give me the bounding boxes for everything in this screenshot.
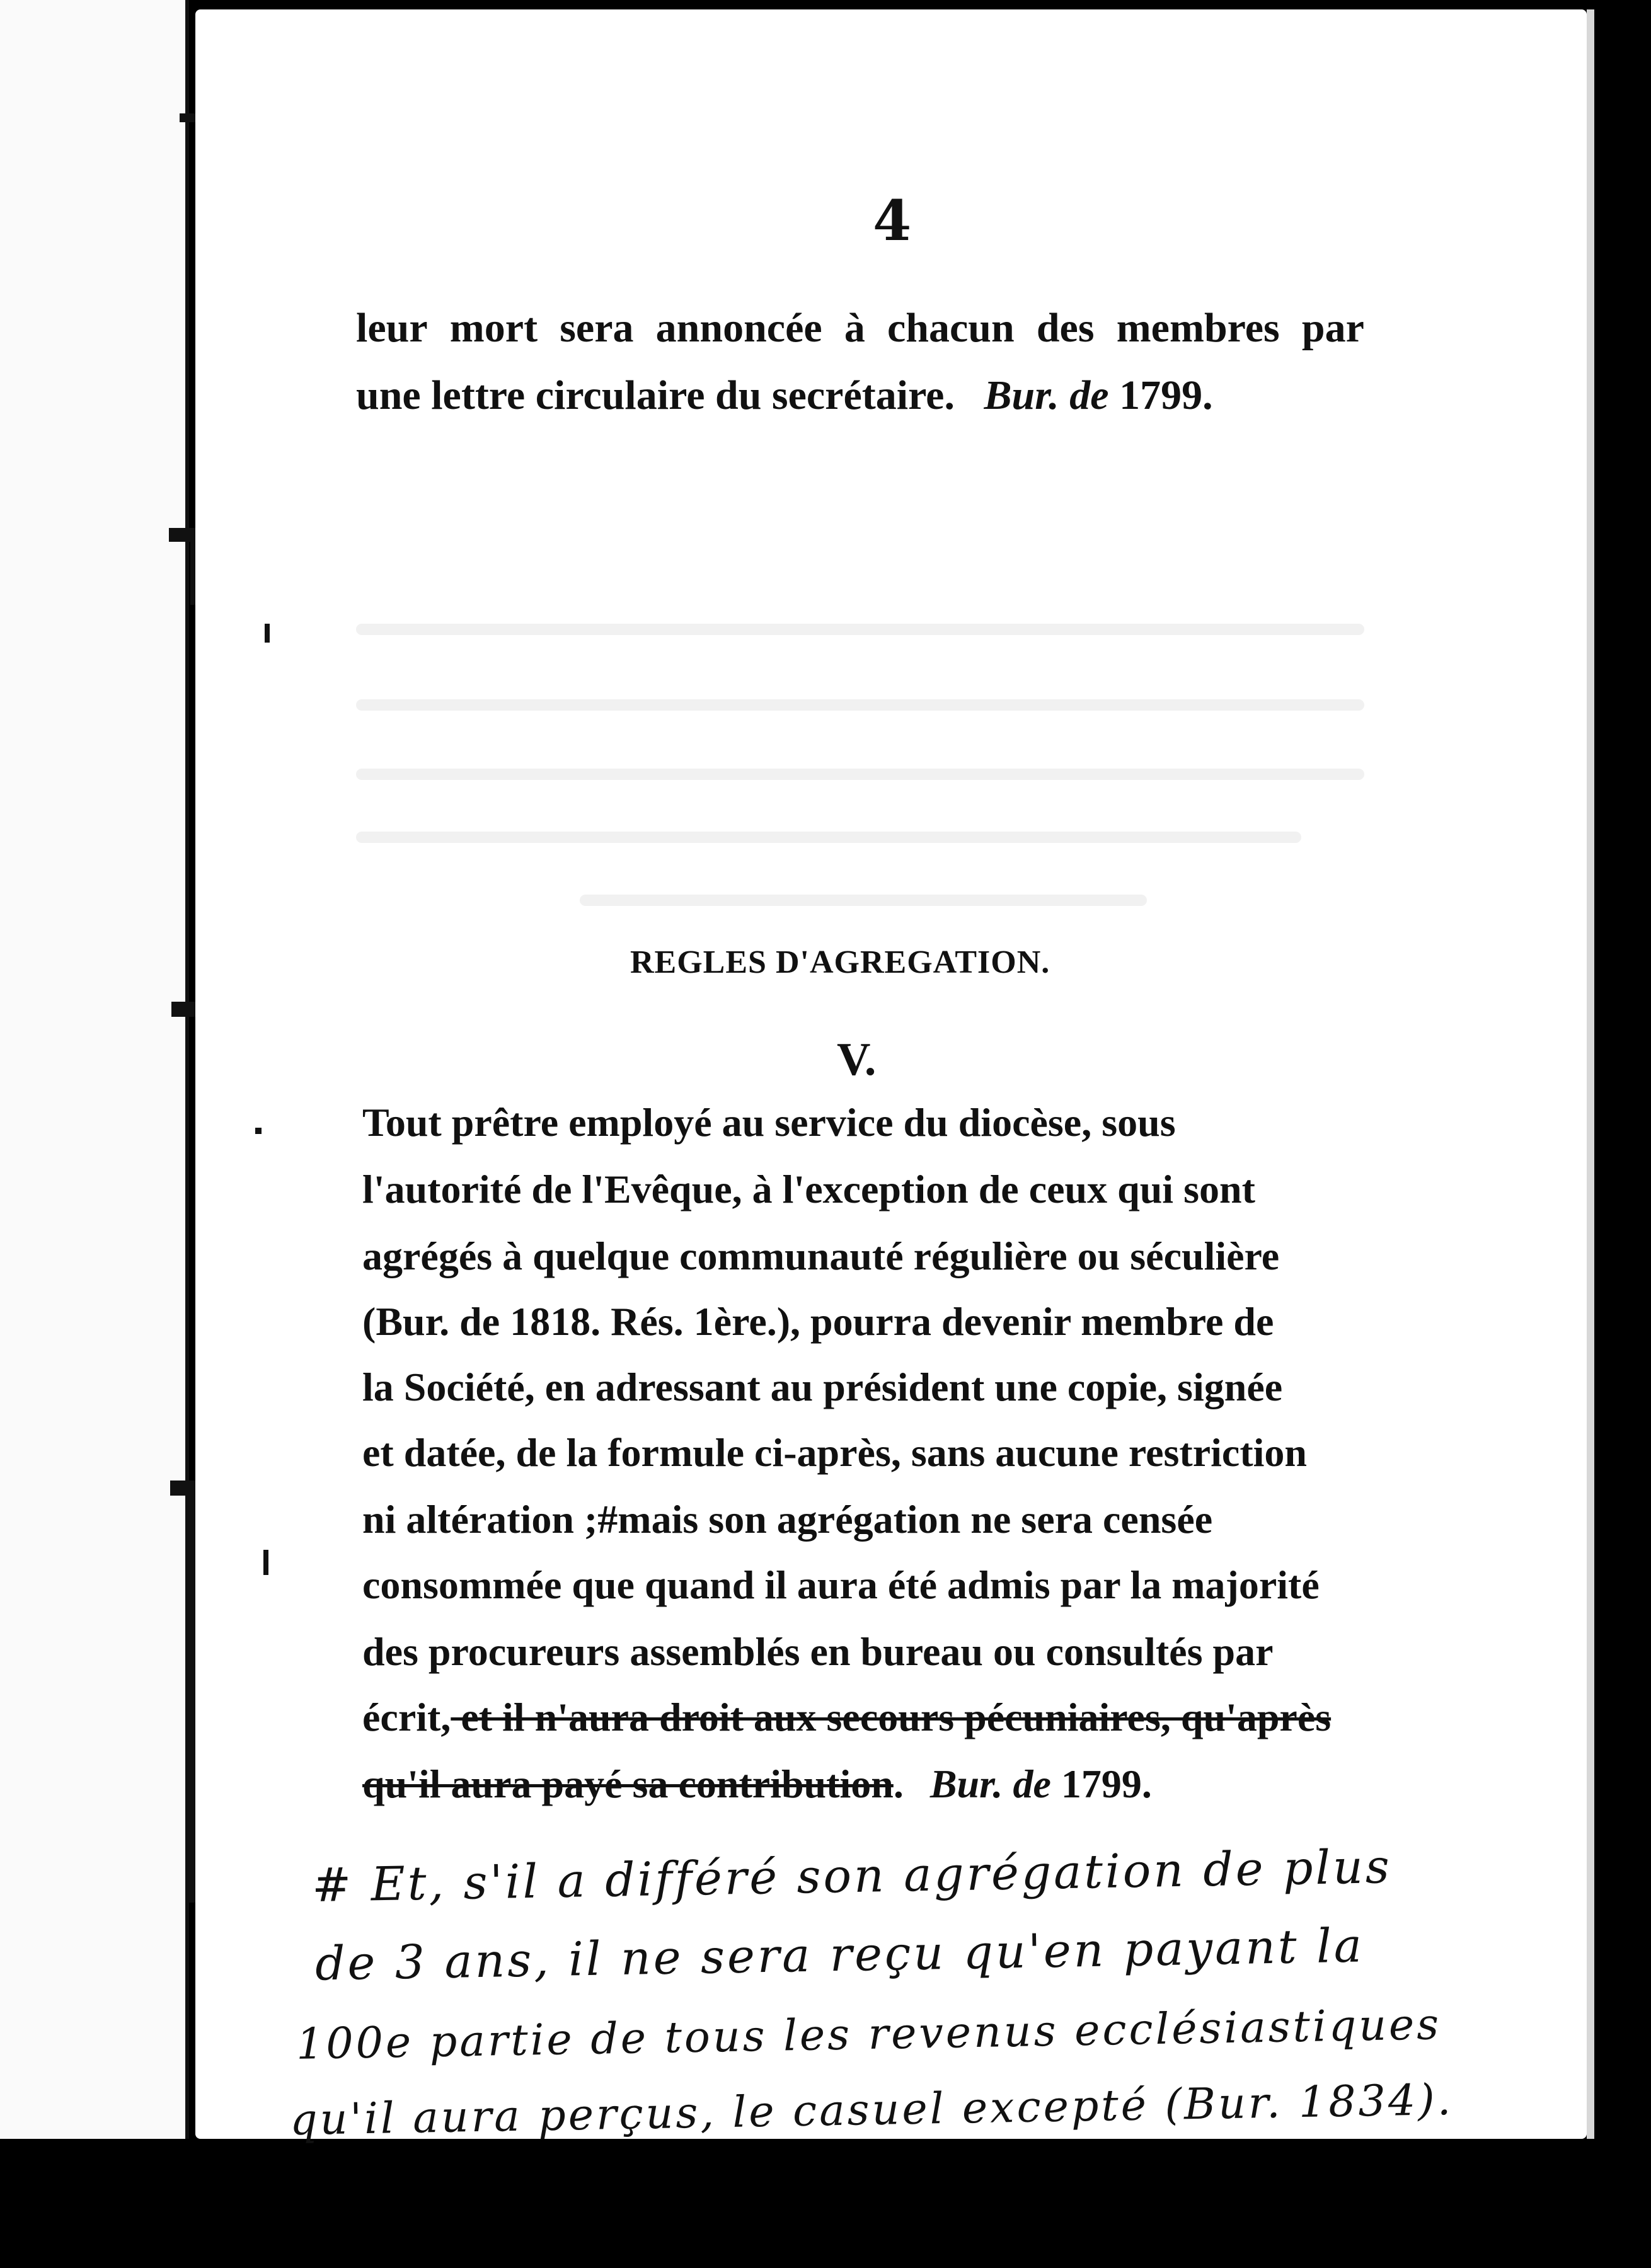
article-line-struck — [362, 1697, 1331, 1738]
article-line: consommée que quand il aura été admis par la majorité — [362, 1562, 1320, 1607]
speck — [265, 624, 270, 643]
section-number: V. — [837, 1034, 877, 1085]
article-line: (Bur. de 1818. Rés. 1ère.), pourra devenir membre de — [362, 1299, 1274, 1344]
article-line: Tout prêtre employé au service du diocèse, sous — [362, 1100, 1176, 1145]
top-paragraph-line-1 — [356, 307, 1364, 349]
bleed-through — [356, 769, 1364, 780]
word: membres — [1116, 305, 1280, 351]
top-paragraph-line-2 — [356, 372, 1213, 418]
bureau-year: 1799. — [1119, 372, 1213, 418]
article-line: et datée, de la formule ci-après, sans aucune restriction — [362, 1430, 1307, 1475]
article-line: l'autorité de l'Evêque, à l'exception de ceux qui sont — [362, 1167, 1255, 1211]
handwritten-note-line: 100e partie de tous les revenus ecclésiastiques — [296, 2000, 1442, 2070]
handwritten-note-line: # Et, s'il a différé son agrégation de plus — [311, 1840, 1393, 1913]
article-line-end — [362, 1761, 1152, 1806]
word: annoncée — [655, 305, 822, 351]
word: des — [1036, 305, 1095, 351]
word: chacun — [887, 305, 1015, 351]
bureau-reference: Bur. de — [929, 1761, 1051, 1806]
bleed-through — [356, 699, 1364, 711]
bureau-reference: Bur. de — [984, 372, 1109, 418]
word: leur — [356, 305, 428, 351]
article-line: ni altération ;#mais son agrégation ne sera censée — [362, 1497, 1213, 1542]
struck-text: qu'il aura payé sa contribution — [362, 1761, 894, 1806]
bleed-through — [356, 624, 1364, 635]
speck — [255, 1128, 262, 1134]
bureau-year: 1799. — [1061, 1761, 1152, 1806]
word: par — [1301, 305, 1364, 351]
word: à — [844, 305, 865, 351]
speck — [263, 1550, 268, 1575]
top-paragraph-text: une lettre circulaire du secrétaire. — [356, 372, 955, 418]
handwritten-note-line: qu'il aura perçus, le casuel excepté (Bur. 1834). — [289, 2075, 1454, 2146]
word: mort — [449, 305, 538, 351]
handwritten-note-line: de 3 ans, il ne sera reçu qu'en payant la — [314, 1918, 1365, 1991]
bleed-through — [580, 895, 1147, 906]
page-edge — [1587, 9, 1594, 2139]
article-text: . — [893, 1761, 904, 1806]
section-heading: REGLES D'AGREGATION. — [630, 944, 1050, 980]
word: sera — [560, 305, 634, 351]
struck-text: et il n'aura droit aux secours pécuniaires, qu'après — [451, 1695, 1332, 1739]
article-text: écrit, — [362, 1695, 451, 1739]
page-number: 4 — [873, 188, 912, 253]
bleed-through — [356, 832, 1301, 843]
facing-page-edge — [0, 0, 189, 2139]
article-line: des procureurs assemblés en bureau ou consultés par — [362, 1629, 1274, 1674]
article-line: agrégés à quelque communauté régulière ou séculière — [362, 1234, 1280, 1278]
article-line: la Société, en adressant au président une copie, signée — [362, 1365, 1283, 1409]
binding-mark — [190, 542, 195, 605]
